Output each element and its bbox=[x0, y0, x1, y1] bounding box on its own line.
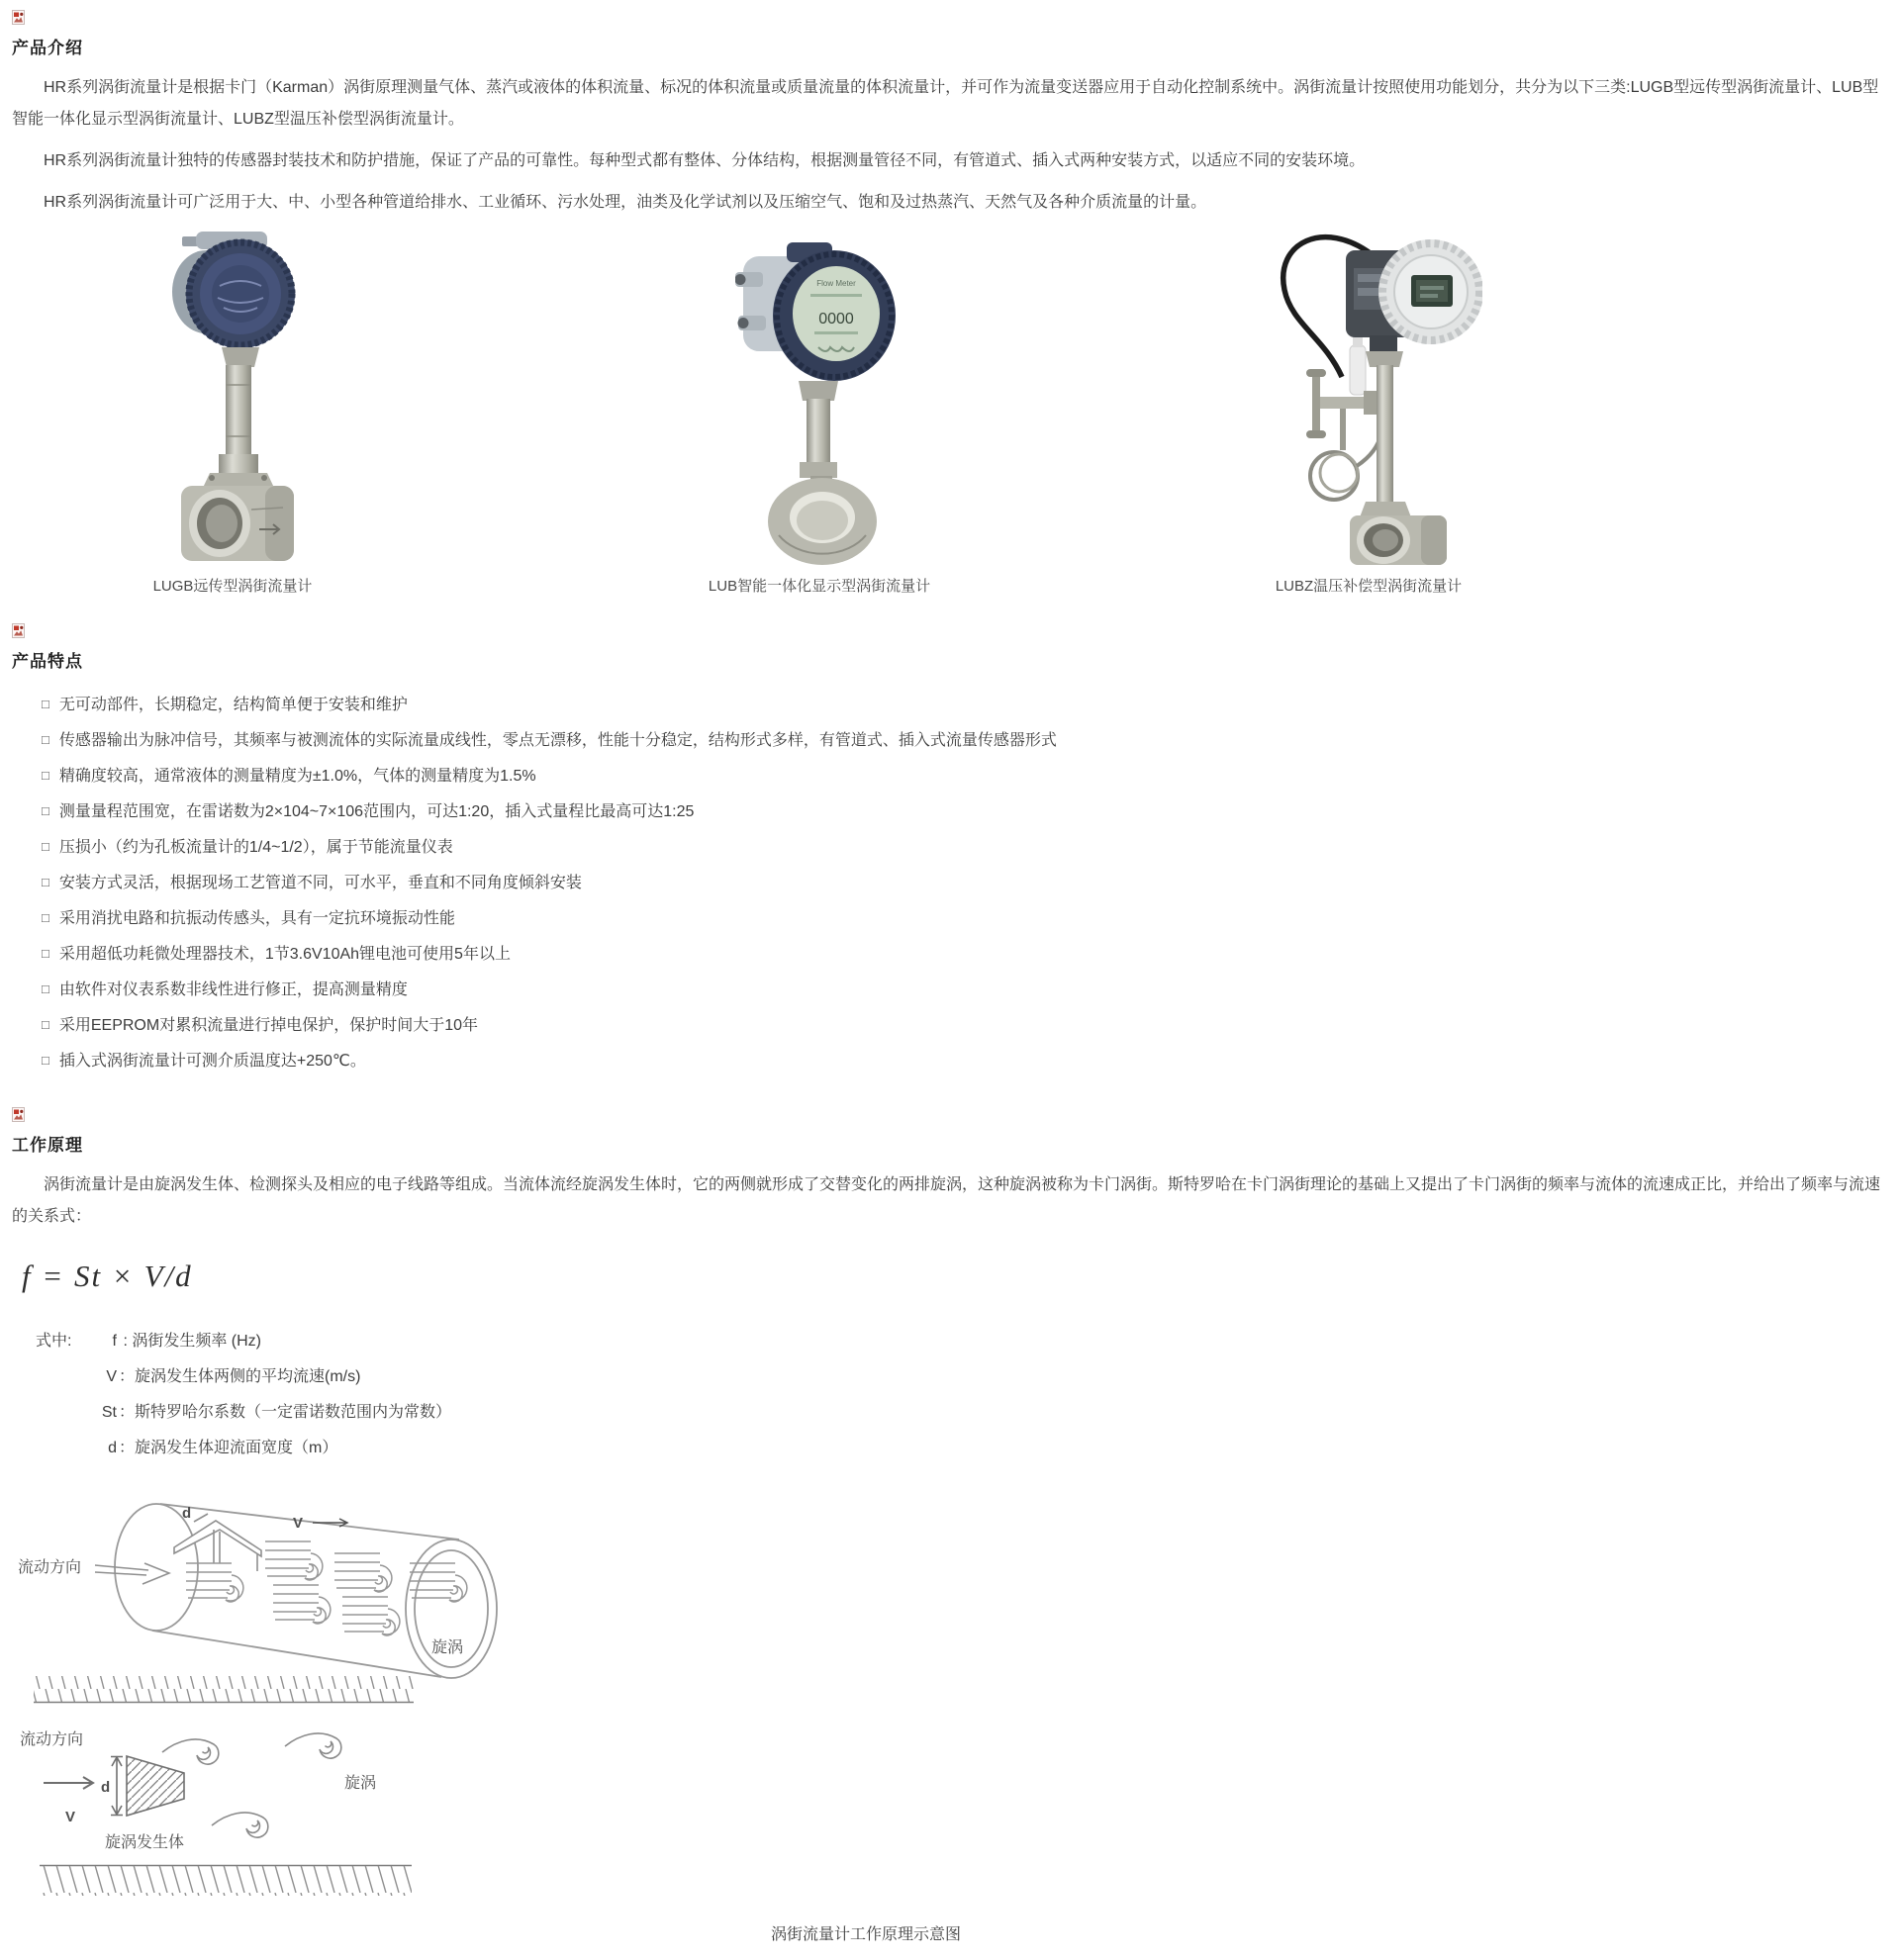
feature-item bbox=[42, 723, 1886, 759]
feature-text: 由软件对仪表系数非线性进行修正，提高测量精度 bbox=[58, 981, 408, 998]
vortex-scroll bbox=[273, 1585, 331, 1624]
section-title-features: 产品特点 bbox=[12, 652, 83, 671]
definition-row bbox=[12, 1395, 1886, 1431]
square-bullet-icon: □ bbox=[42, 1053, 49, 1068]
formula-definitions bbox=[12, 1324, 1886, 1466]
flow-direction-label: 流动方向 bbox=[20, 1731, 84, 1748]
where-label: 式中: bbox=[36, 1333, 72, 1350]
square-bullet-icon: □ bbox=[42, 839, 49, 854]
feature-text: 压损小（约为孔板流量计的1/4~1/2），属于节能流量仪表 bbox=[58, 839, 453, 856]
broken-image-icon bbox=[12, 1107, 25, 1122]
symbol: V bbox=[106, 1368, 117, 1385]
symbol-desc: ：旋涡发生体迎流面宽度（m） bbox=[119, 1440, 338, 1456]
principle-paragraph: 涡街流量计是由旋涡发生体、检测探头及相应的电子线路等组成。当流体流经旋涡发生体时，它的两侧就形成了交替变化的两排旋涡，这种旋涡被称为卡门涡街。斯特罗哈在卡门涡街理论的基础上又提出了卡门涡街的频率与流体的流速成正比，并给出了频率与流速的关系式： bbox=[12, 1176, 1881, 1225]
swirl-icon bbox=[212, 1813, 268, 1837]
square-bullet-icon: □ bbox=[42, 768, 49, 783]
intro-paragraph: HR系列涡街流量计是根据卡门（Karman）涡街原理测量气体、蒸汽或液体的体积流量、标况的体积流量或质量流量的体积流量计，并可作为流量变送器应用于自动化控制系统中。涡街流量计按照使用功能划分，共分为以下三类:LUGB型远传型涡街流量计、LUB型智能一体化显示型涡街流量计、LUBZ型温压补偿型涡街流量计。 bbox=[12, 79, 1879, 128]
symbol-desc: ：旋涡发生体两侧的平均流速(m/s) bbox=[119, 1368, 361, 1385]
principle-diagram-bluff-body bbox=[16, 1727, 1886, 1908]
symbol: d bbox=[108, 1440, 117, 1456]
feature-item bbox=[42, 830, 1886, 866]
meter-stem bbox=[1360, 335, 1411, 517]
product-photo-lub bbox=[735, 229, 903, 565]
feature-text: 安装方式灵活，根据现场工艺管道不同，可水平，垂直和不同角度倾斜安装 bbox=[58, 875, 582, 891]
square-bullet-icon: □ bbox=[42, 946, 49, 961]
v-label: V bbox=[65, 1809, 76, 1825]
definition-row bbox=[12, 1324, 1886, 1359]
swirl-icon bbox=[162, 1739, 219, 1764]
vortex-scroll bbox=[186, 1563, 243, 1602]
d-label: d bbox=[101, 1779, 111, 1796]
transmitter-head bbox=[172, 232, 295, 348]
feature-text: 精确度较高，通常液体的测量精度为±1.0%，气体的测量精度为1.5% bbox=[58, 768, 536, 785]
definition-row bbox=[12, 1431, 1886, 1466]
product-figure-lubz bbox=[1255, 229, 1482, 596]
flow-arrow bbox=[95, 1563, 169, 1584]
transmitter-head bbox=[735, 242, 896, 381]
vortex-scroll bbox=[342, 1597, 400, 1635]
strouhal-formula: f = St × V/d bbox=[22, 1259, 193, 1293]
feature-text: 传感器输出为脉冲信号，其频率与被测流体的实际流量成线性，零点无漂移，性能十分稳定，结构形式多样，有管道式、插入式流量传感器形式 bbox=[58, 732, 1057, 749]
lcd-brand-text: Flow Meter bbox=[816, 279, 856, 288]
vortex-label: 旋涡 bbox=[431, 1639, 464, 1656]
velocity-arrow bbox=[313, 1519, 347, 1527]
section-marker bbox=[12, 1107, 1886, 1125]
feature-item bbox=[42, 901, 1886, 937]
feature-item bbox=[42, 1008, 1886, 1044]
feature-item bbox=[42, 973, 1886, 1008]
symbol: St bbox=[101, 1404, 117, 1421]
feature-item bbox=[42, 937, 1886, 973]
product-photo-lugb bbox=[148, 229, 317, 565]
square-bullet-icon: □ bbox=[42, 1017, 49, 1032]
wafer-body bbox=[181, 486, 294, 561]
diagram-caption: 涡街流量计工作原理示意图 bbox=[770, 1926, 961, 1943]
pipe-vortex-diagram bbox=[16, 1502, 511, 1712]
intro-paragraph: HR系列涡街流量计独特的传感器封装技术和防护措施，保证了产品的可靠性。每种型式都有整体、分体结构，根据测量管径不同，有管道式、插入式两种安装方式，以适应不同的安装环境。 bbox=[44, 152, 1366, 169]
transmitter-head bbox=[1346, 239, 1482, 344]
feature-text: 采用EEPROM对累积流量进行掉电保护，保护时间大于10年 bbox=[58, 1017, 479, 1034]
vortex-label: 旋涡 bbox=[344, 1775, 377, 1792]
product-figure-lugb bbox=[134, 229, 332, 596]
feature-text: 测量量程范围宽，在雷诺数为2×104~7×106范围内，可达1:20，插入式量程比最高可达1:25 bbox=[58, 803, 695, 820]
meter-stem bbox=[799, 381, 838, 478]
broken-image-icon bbox=[12, 623, 25, 638]
section-marker bbox=[12, 10, 1886, 28]
section-marker bbox=[12, 623, 1886, 641]
feature-text: 无可动部件，长期稳定，结构简单便于安装和维护 bbox=[58, 697, 408, 713]
bluff-body-diagram bbox=[16, 1727, 441, 1903]
vortex-scroll bbox=[334, 1553, 392, 1592]
d-label: d bbox=[182, 1505, 192, 1522]
symbol: f bbox=[112, 1333, 117, 1350]
square-bullet-icon: □ bbox=[42, 732, 49, 747]
product-caption: LUBZ温压补偿型涡街流量计 bbox=[1275, 578, 1463, 595]
feature-item bbox=[42, 688, 1886, 723]
square-bullet-icon: □ bbox=[42, 910, 49, 925]
wafer-ring bbox=[768, 476, 877, 565]
v-label: V bbox=[293, 1515, 304, 1532]
swirl-icon bbox=[285, 1733, 341, 1758]
product-photo-lubz bbox=[1255, 229, 1482, 565]
product-figure-lub bbox=[708, 229, 931, 596]
section-title-intro: 产品介绍 bbox=[12, 39, 83, 57]
feature-text: 采用消扰电路和抗振动传感头，具有一定抗环境振动性能 bbox=[58, 910, 455, 927]
feature-item bbox=[42, 759, 1886, 794]
feature-item bbox=[42, 1044, 1886, 1079]
flow-arrow bbox=[44, 1777, 93, 1789]
ground-hatching bbox=[40, 1866, 412, 1897]
vortex-scroll bbox=[265, 1541, 323, 1580]
feature-item bbox=[42, 866, 1886, 901]
feature-item bbox=[42, 794, 1886, 830]
square-bullet-icon: □ bbox=[42, 875, 49, 889]
definition-row bbox=[12, 1359, 1886, 1395]
feature-text: 采用超低功耗微处理器技术，1节3.6V10Ah锂电池可使用5年以上 bbox=[58, 946, 511, 963]
section-title-principle: 工作原理 bbox=[12, 1136, 83, 1155]
feature-list bbox=[12, 688, 1886, 1079]
square-bullet-icon: □ bbox=[42, 697, 49, 711]
intro-paragraph: HR系列涡街流量计可广泛用于大、中、小型各种管道给排水、工业循环、污水处理，油类及化学试剂以及压缩空气、饱和及过热蒸汽、天然气及各种介质流量的计量。 bbox=[44, 194, 1207, 211]
generator-label: 旋涡发生体 bbox=[105, 1834, 185, 1851]
flow-direction-label: 流动方向 bbox=[18, 1559, 82, 1576]
symbol-desc: ：斯特罗哈尔系数（一定雷诺数范围内为常数） bbox=[119, 1404, 452, 1421]
broken-image-icon bbox=[12, 10, 25, 25]
wafer-body bbox=[1350, 515, 1447, 565]
feature-text: 插入式涡街流量计可测介质温度达+250℃。 bbox=[58, 1053, 366, 1070]
product-caption: LUB智能一体化显示型涡街流量计 bbox=[708, 578, 931, 595]
principle-diagram-pipe bbox=[16, 1502, 1886, 1717]
product-caption: LUGB远传型涡街流量计 bbox=[152, 578, 313, 595]
square-bullet-icon: □ bbox=[42, 803, 49, 818]
symbol-desc: : 涡街发生频率 (Hz) bbox=[119, 1333, 261, 1350]
lcd-reading: 0000 bbox=[818, 311, 854, 327]
wall-hatching bbox=[34, 1676, 414, 1703]
vortex-generator-body bbox=[127, 1756, 184, 1816]
meter-stem bbox=[203, 347, 274, 488]
product-gallery bbox=[12, 229, 1886, 596]
d-dimension bbox=[111, 1757, 123, 1816]
square-bullet-icon: □ bbox=[42, 981, 49, 996]
